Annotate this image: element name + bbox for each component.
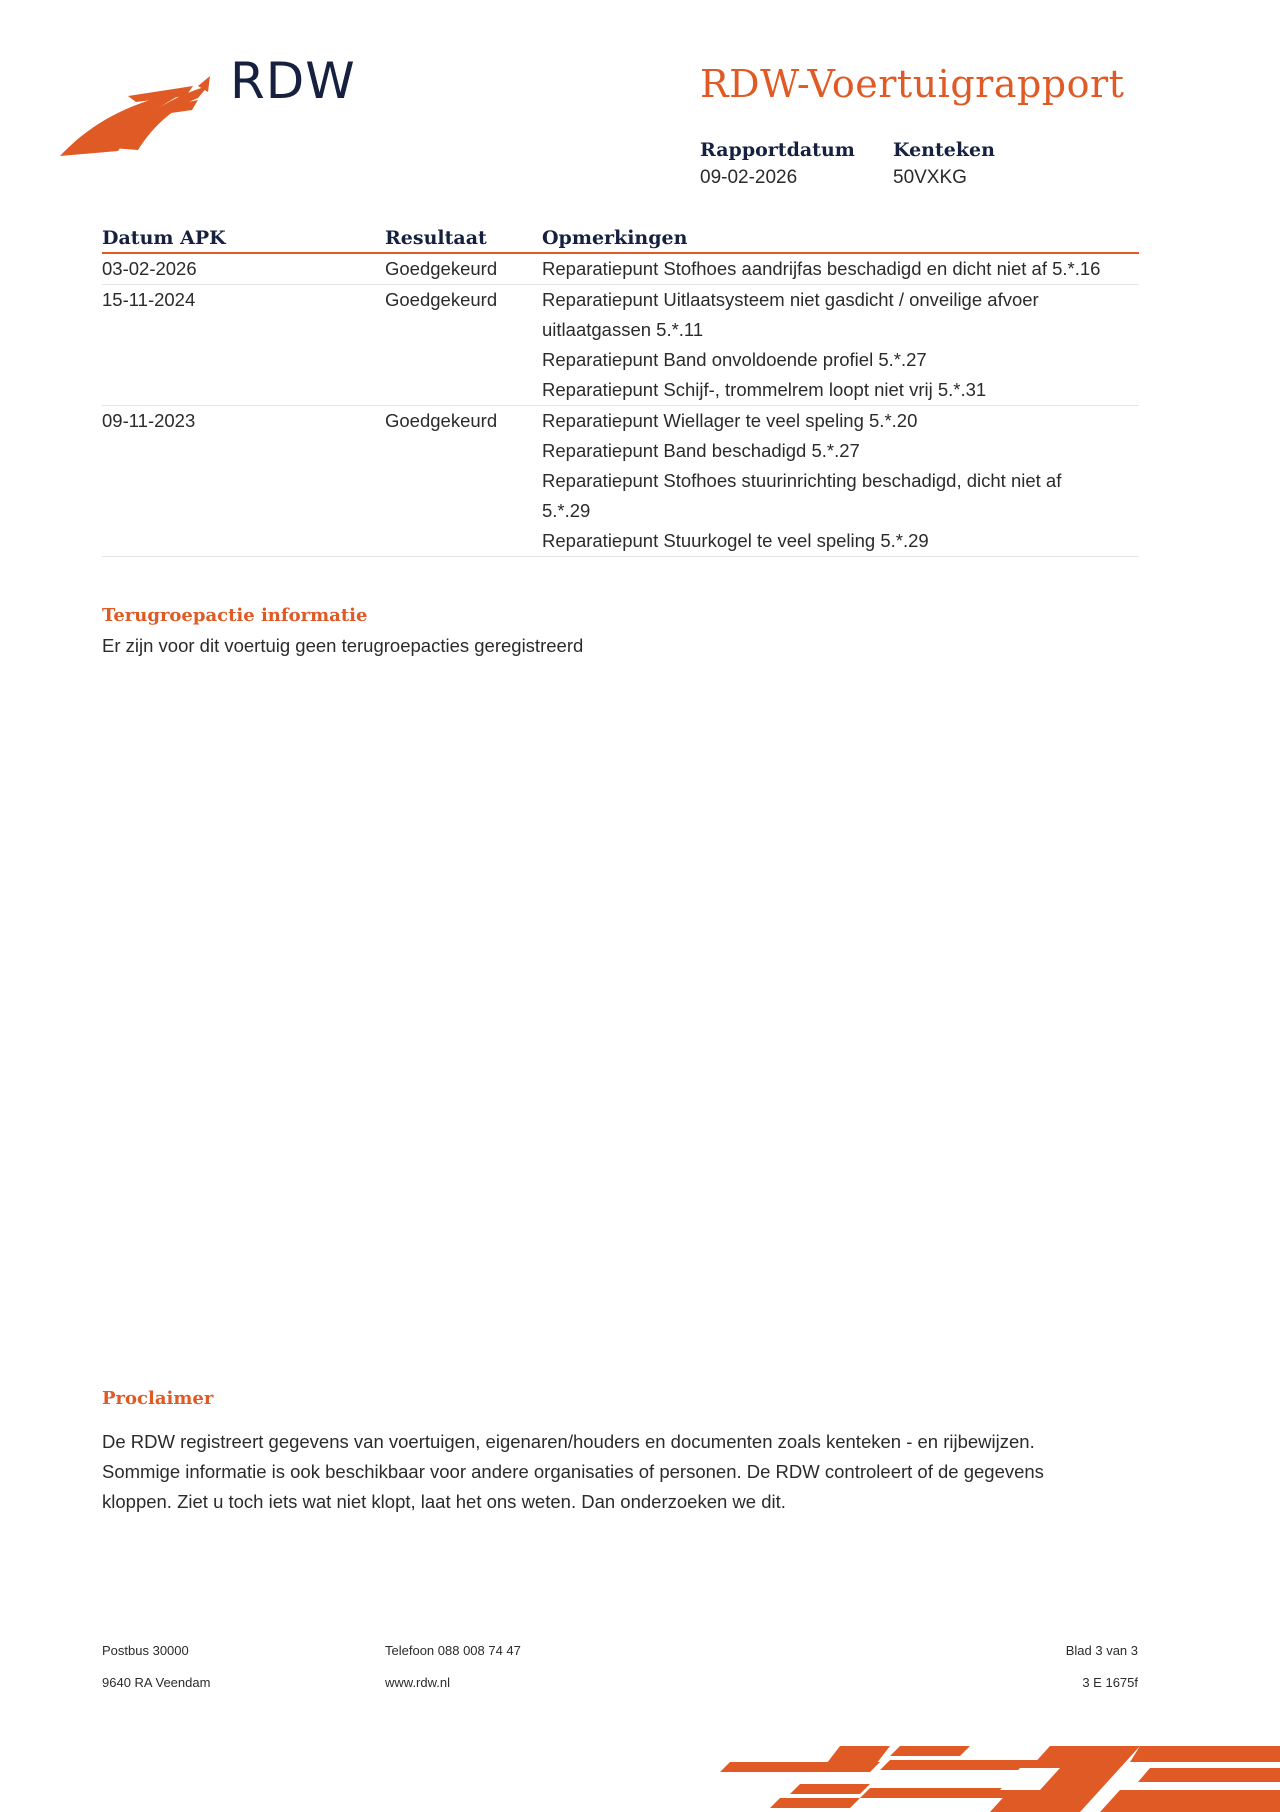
apk-note: Reparatiepunt Stuurkogel te veel speling 5.*.29: [542, 530, 929, 551]
apk-notes: [542, 253, 1139, 285]
apk-result: Goedgekeurd: [385, 253, 542, 285]
plate-label: Kenteken: [893, 139, 995, 161]
apk-date: 09-11-2023: [102, 406, 385, 557]
apk-table-header: [102, 225, 1139, 253]
apk-note: Reparatiepunt Band onvoldoende profiel 5.*.27: [542, 349, 927, 370]
apk-notes: [542, 406, 1139, 557]
document-title: RDW-Voertuigrapport: [700, 62, 1125, 106]
footer-phone: Telefoon 088 008 74 47: [385, 1643, 521, 1658]
recall-text: Er zijn voor dit voertuig geen terugroepacties geregistreerd: [102, 635, 584, 656]
apk-note: uitlaatgassen 5.*.11: [542, 319, 704, 340]
footer-document-code: 3 E 1675f: [1082, 1675, 1138, 1690]
apk-note: Reparatiepunt Schijf-, trommelrem loopt niet vrij 5.*.31: [542, 379, 987, 400]
apk-note: Reparatiepunt Stofhoes aandrijfas beschadigd en dicht niet af 5.*.16: [542, 258, 1101, 279]
footer-website[interactable]: www.rdw.nl: [385, 1675, 451, 1690]
proclaimer-line: Sommige informatie is ook beschikbaar voor andere organisaties of personen. De RDW controleert of de gegevens: [102, 1461, 1044, 1482]
logo-text: RDW: [230, 52, 356, 110]
apk-date: 03-02-2026: [102, 253, 385, 285]
plate-value: 50VXKG: [893, 167, 967, 188]
report-date-value: 09-02-2026: [700, 167, 798, 188]
apk-note: 5.*.29: [542, 500, 591, 521]
apk-note: Reparatiepunt Uitlaatsysteem niet gasdicht / onveilige afvoer: [542, 289, 1039, 310]
apk-result: Goedgekeurd: [385, 406, 542, 557]
table-row: [102, 285, 1139, 406]
proclaimer-text: [102, 1427, 1102, 1517]
proclaimer-line: De RDW registreert gegevens van voertuigen, eigenaren/houders en documenten zoals kenteken - en rijbewijzen.: [102, 1431, 1035, 1452]
proclaimer-title: Proclaimer: [102, 1388, 214, 1409]
footer-address-line1: Postbus 30000: [102, 1643, 189, 1658]
decorative-stripes-icon: [720, 1738, 1280, 1812]
report-date-label: Rapportdatum: [700, 139, 855, 161]
footer-page-number: Blad 3 van 3: [1065, 1643, 1138, 1658]
column-header-notes: Opmerkingen: [542, 225, 1139, 253]
apk-note: Reparatiepunt Stofhoes stuurinrichting beschadigd, dicht niet af: [542, 470, 1062, 491]
column-header-result: Resultaat: [385, 225, 542, 253]
apk-result: Goedgekeurd: [385, 285, 542, 406]
table-row: [102, 253, 1139, 285]
apk-date: 15-11-2024: [102, 285, 385, 406]
recall-title: Terugroepactie informatie: [102, 605, 368, 626]
footer-address-line2: 9640 RA Veendam: [102, 1675, 211, 1690]
apk-note: Reparatiepunt Wiellager te veel speling 5.*.20: [542, 410, 918, 431]
apk-table: [102, 225, 1139, 557]
proclaimer-line: kloppen. Ziet u toch iets wat niet klopt, laat het ons weten. Dan onderzoeken we dit.: [102, 1491, 786, 1512]
apk-note: Reparatiepunt Band beschadigd 5.*.27: [542, 440, 860, 461]
table-row: [102, 406, 1139, 557]
column-header-date: Datum APK: [102, 225, 385, 253]
apk-notes: [542, 285, 1139, 406]
